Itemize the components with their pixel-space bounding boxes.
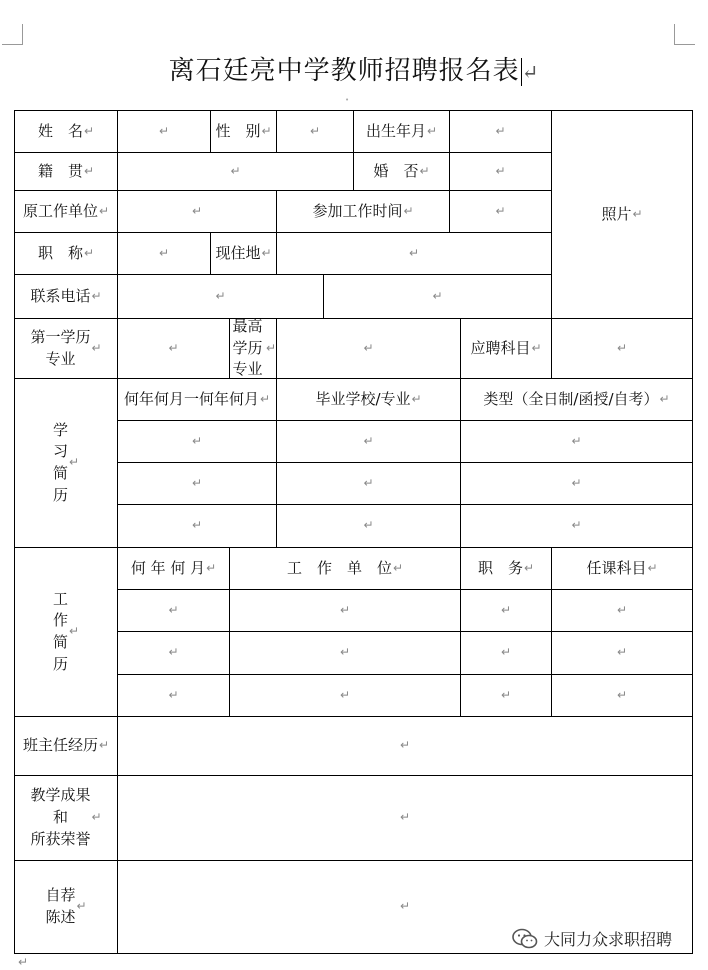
highest-degree-label <box>229 318 277 379</box>
prev-employer-field[interactable] <box>117 190 277 233</box>
education-cell[interactable] <box>276 504 461 548</box>
paragraph-mark-icon: ↵ <box>495 123 506 138</box>
phone-label-text: 联系电话 <box>30 286 91 305</box>
work-cell[interactable] <box>460 674 552 717</box>
work-cell[interactable] <box>117 589 230 632</box>
education-cell[interactable] <box>460 462 693 505</box>
phone-field-2[interactable] <box>323 274 552 319</box>
page-corner-mark-top-left <box>2 24 23 45</box>
paragraph-mark-icon: ↵ <box>495 203 506 218</box>
paragraph-mark-icon: ↵ <box>411 391 422 406</box>
anchor-dot: • <box>345 96 350 104</box>
achievements-label <box>14 775 118 861</box>
native-place-field[interactable] <box>117 152 354 191</box>
highest-degree-label-text: 最高学历 专业 <box>232 316 263 379</box>
paragraph-mark-icon: ↵ <box>98 203 110 218</box>
paragraph-mark-icon: ↵ <box>91 340 102 355</box>
work-cell[interactable] <box>460 631 552 675</box>
photo-cell-text: 照片 <box>601 204 632 223</box>
highest-degree-field[interactable] <box>276 318 461 379</box>
paragraph-mark-icon: ↵ <box>339 645 351 660</box>
paragraph-mark-icon: ↵ <box>91 810 102 825</box>
gender-label-text: 性 别 <box>215 121 261 140</box>
paragraph-mark-icon: ↵ <box>206 560 217 575</box>
paragraph-mark-icon: ↵ <box>215 288 226 303</box>
paragraph-mark-icon: ↵ <box>158 245 170 260</box>
paragraph-mark-icon: ↵ <box>76 899 87 914</box>
paragraph-mark-icon: ↵ <box>191 433 203 448</box>
paragraph-mark-icon: ↵ <box>571 433 582 448</box>
paragraph-mark-icon: ↵ <box>632 206 643 221</box>
self-intro-label-text: 自荐 陈述 <box>45 886 76 926</box>
paragraph-mark-icon: ↵ <box>261 123 272 138</box>
first-degree-field[interactable] <box>117 318 230 379</box>
work-cell[interactable] <box>460 589 552 632</box>
paragraph-mark-icon: ↵ <box>363 340 374 355</box>
education-cell[interactable] <box>117 462 277 505</box>
marital-field[interactable] <box>449 152 552 191</box>
work-cell[interactable] <box>229 631 461 675</box>
achievements-field[interactable] <box>117 775 693 861</box>
paragraph-mark-icon: ↵ <box>259 391 271 406</box>
paragraph-mark-icon: ↵ <box>191 518 203 533</box>
birth-label-text: 出生年月 <box>365 121 426 140</box>
paragraph-mark-icon: ↵ <box>523 560 535 575</box>
work-cell[interactable] <box>229 674 461 717</box>
education-header-period-text: 何年何月一何年何月 <box>123 389 259 408</box>
paragraph-mark-icon: ↵ <box>616 645 628 660</box>
paragraph-mark-icon: ↵ <box>659 391 670 406</box>
paragraph-mark-icon: ↵ <box>265 340 276 355</box>
achievements-label-text: 教学成果 和 所获荣誉 <box>30 786 91 848</box>
paragraph-mark-icon: ↵ <box>98 738 110 753</box>
paragraph-mark-icon: ↵ <box>571 518 582 533</box>
watermark <box>512 927 672 950</box>
name-field[interactable] <box>117 110 211 153</box>
paragraph-mark-icon: ↵ <box>403 203 414 218</box>
self-intro-label <box>14 860 118 954</box>
paragraph-mark-icon: ↵ <box>500 645 512 660</box>
name-label-text: 姓 名 <box>37 121 83 140</box>
paragraph-mark-icon: ↵ <box>392 560 404 575</box>
first-degree-label-text: 第一学历 专业 <box>30 327 91 368</box>
education-cell[interactable] <box>460 420 693 463</box>
photo-cell <box>551 110 693 319</box>
document-title <box>0 50 708 87</box>
paragraph-mark-icon: ↵ <box>616 602 628 617</box>
homeroom-label <box>14 716 118 776</box>
work-cell[interactable] <box>551 674 693 717</box>
paragraph-mark-icon: ↵ <box>91 288 102 303</box>
birth-label <box>353 110 450 153</box>
paragraph-mark-icon: ↵ <box>168 645 179 660</box>
work-cell[interactable] <box>117 631 230 675</box>
work-section-label <box>14 547 118 717</box>
name-label <box>14 110 118 153</box>
phone-label <box>14 274 118 319</box>
end-paragraph-mark-icon: ↵ <box>18 955 29 969</box>
wechat-icon <box>512 928 538 950</box>
watermark-text: 大同力众求职招聘 <box>544 930 673 949</box>
work-start-field[interactable] <box>449 190 552 233</box>
paragraph-mark-icon: ↵ <box>83 245 95 260</box>
paragraph-mark-icon: ↵ <box>363 475 374 490</box>
work-header-period <box>117 547 230 590</box>
work-header-subject-text: 任课科目 <box>586 558 647 577</box>
first-degree-label <box>14 318 118 379</box>
work-section-label-text: 工 作 简 历 <box>52 589 68 673</box>
work-header-employer <box>229 547 461 590</box>
paragraph-mark-icon: ↵ <box>495 163 506 178</box>
marital-label-text: 婚 否 <box>373 161 419 180</box>
work-header-period-text: 何 年 何 月 <box>130 558 206 577</box>
paragraph-mark-icon: ↵ <box>500 687 512 702</box>
education-header-type <box>460 378 693 421</box>
prev-employer-label-text: 原工作单位 <box>22 201 98 220</box>
work-start-label-text: 参加工作时间 <box>312 201 403 220</box>
paragraph-mark-icon: ↵ <box>168 602 179 617</box>
paragraph-mark-icon: ↵ <box>419 163 430 178</box>
paragraph-mark-icon: ↵ <box>571 475 582 490</box>
residence-label-text: 现住地 <box>215 243 261 262</box>
paragraph-mark-icon: ↵ <box>399 810 411 825</box>
gender-field[interactable] <box>276 110 354 153</box>
title-label <box>14 232 118 275</box>
marital-label <box>353 152 450 191</box>
work-header-position-text: 职 务 <box>477 558 523 577</box>
subject-applied-label-text: 应聘科目 <box>470 338 531 357</box>
subject-applied-field[interactable] <box>551 318 693 379</box>
paragraph-mark-icon: ↵ <box>309 123 321 138</box>
paragraph-mark-icon: ↵ <box>521 60 540 84</box>
paragraph-mark-icon: ↵ <box>230 163 241 178</box>
paragraph-mark-icon: ↵ <box>408 245 420 260</box>
work-header-subject <box>551 547 693 590</box>
native-place-label-text: 籍 贯 <box>37 161 83 180</box>
work-header-employer-text: 工 作 单 位 <box>286 558 392 577</box>
education-header-school-text: 毕业学校/专业 <box>315 389 411 408</box>
gender-label <box>210 110 277 153</box>
paragraph-mark-icon: ↵ <box>158 123 170 138</box>
work-cell[interactable] <box>551 589 693 632</box>
paragraph-mark-icon: ↵ <box>399 899 411 914</box>
education-header-type-text: 类型（全日制/函授/自考） <box>483 389 659 408</box>
title-label-text: 职 称 <box>37 243 83 262</box>
homeroom-label-text: 班主任经历 <box>22 736 98 755</box>
paragraph-mark-icon: ↵ <box>339 602 351 617</box>
education-cell[interactable] <box>276 420 461 463</box>
work-cell[interactable] <box>229 589 461 632</box>
subject-applied-label <box>460 318 552 379</box>
paragraph-mark-icon: ↵ <box>616 687 628 702</box>
work-cell[interactable] <box>117 674 230 717</box>
education-header-school <box>276 378 461 421</box>
page-corner-mark-top-right <box>674 24 695 45</box>
residence-field[interactable] <box>276 232 552 275</box>
paragraph-mark-icon: ↵ <box>500 602 512 617</box>
paragraph-mark-icon: ↵ <box>399 738 411 753</box>
title-field[interactable] <box>117 232 211 275</box>
paragraph-mark-icon: ↵ <box>68 624 80 639</box>
homeroom-field[interactable] <box>117 716 693 776</box>
prev-employer-label <box>14 190 118 233</box>
education-cell[interactable] <box>117 504 277 548</box>
paragraph-mark-icon: ↵ <box>168 340 179 355</box>
paragraph-mark-icon: ↵ <box>68 455 80 470</box>
paragraph-mark-icon: ↵ <box>647 560 658 575</box>
work-header-position <box>460 547 552 590</box>
paragraph-mark-icon: ↵ <box>363 518 374 533</box>
education-cell[interactable] <box>276 462 461 505</box>
education-cell[interactable] <box>460 504 693 548</box>
phone-field-1[interactable] <box>117 274 324 319</box>
paragraph-mark-icon: ↵ <box>261 245 272 260</box>
residence-label <box>210 232 277 275</box>
title-text: 离石廷亮中学教师招聘报名表 <box>168 56 520 86</box>
paragraph-mark-icon: ↵ <box>426 123 438 138</box>
paragraph-mark-icon: ↵ <box>432 288 443 303</box>
education-header-period <box>117 378 277 421</box>
paragraph-mark-icon: ↵ <box>191 475 203 490</box>
paragraph-mark-icon: ↵ <box>191 203 203 218</box>
paragraph-mark-icon: ↵ <box>531 340 542 355</box>
education-section-label-text: 学 习 简 历 <box>52 420 68 504</box>
birth-field[interactable] <box>449 110 552 153</box>
paragraph-mark-icon: ↵ <box>616 340 628 355</box>
paragraph-mark-icon: ↵ <box>83 123 95 138</box>
work-start-label <box>276 190 450 233</box>
education-section-label <box>14 378 118 548</box>
paragraph-mark-icon: ↵ <box>168 687 179 702</box>
native-place-label <box>14 152 118 191</box>
work-cell[interactable] <box>551 631 693 675</box>
paragraph-mark-icon: ↵ <box>339 687 351 702</box>
paragraph-mark-icon: ↵ <box>363 433 374 448</box>
education-cell[interactable] <box>117 420 277 463</box>
paragraph-mark-icon: ↵ <box>83 163 95 178</box>
